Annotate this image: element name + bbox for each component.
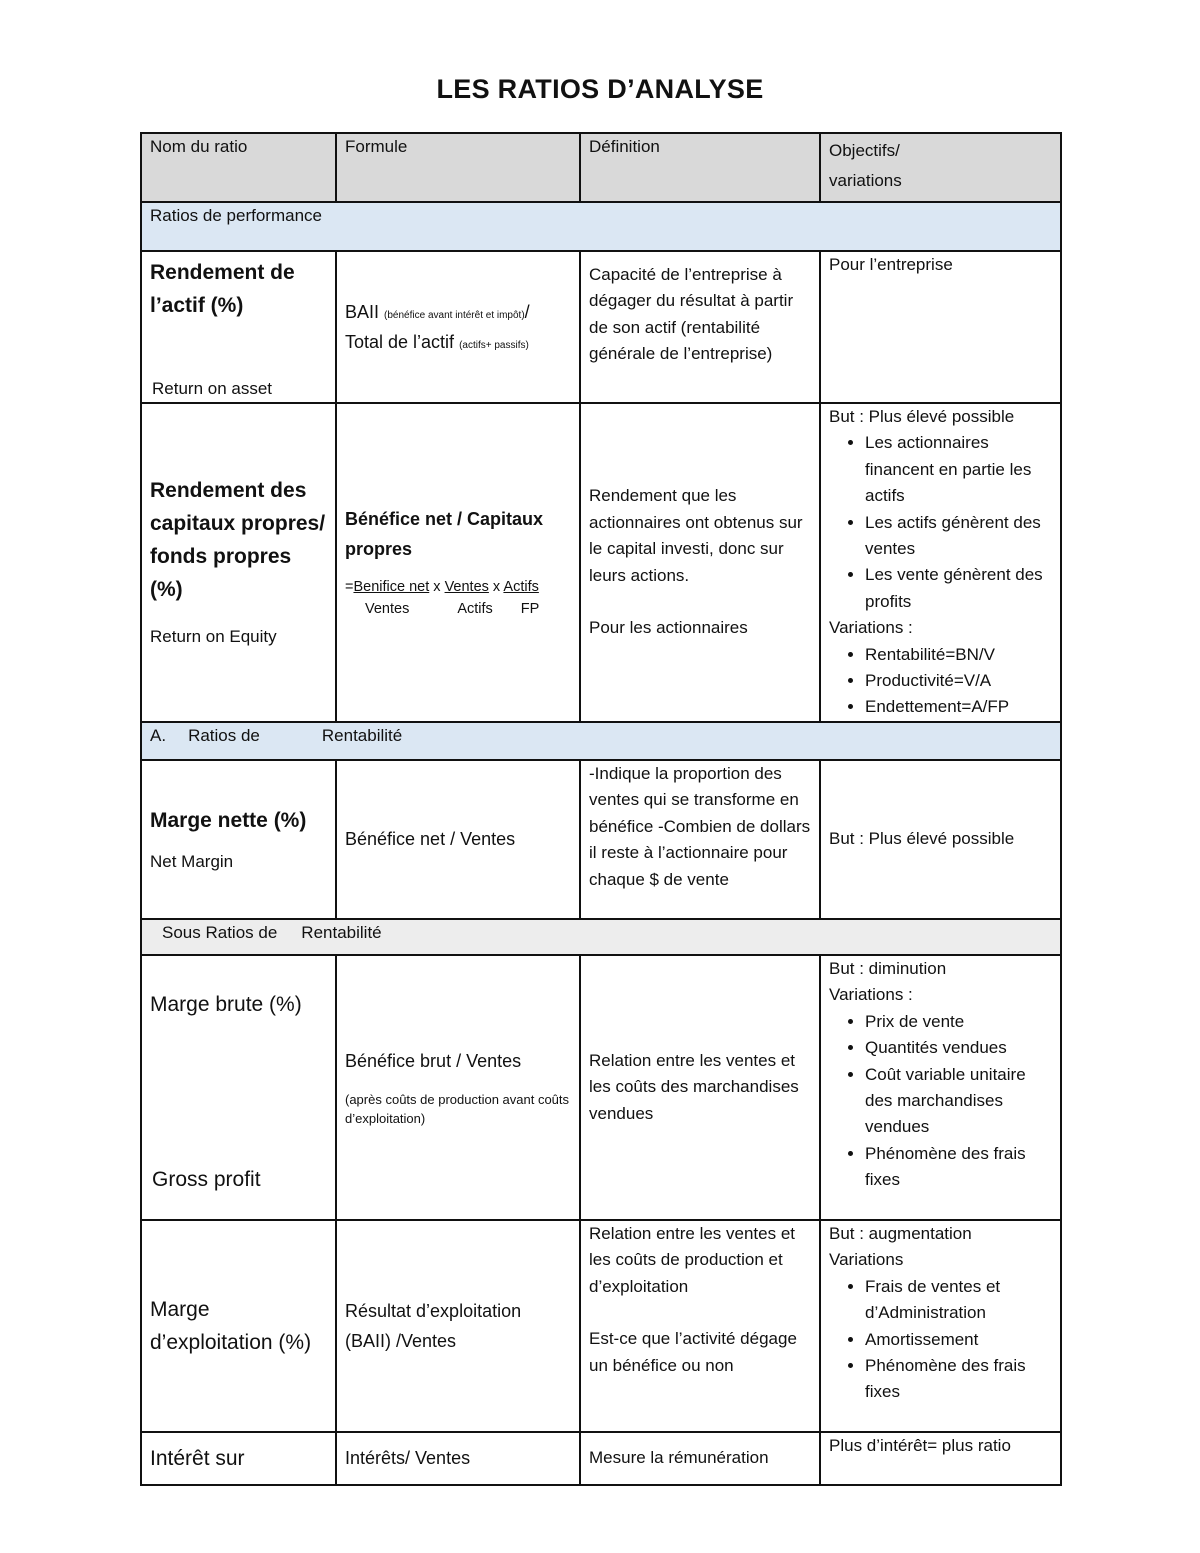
ratio-name: Intérêt sur [150,1446,245,1470]
formula: Bénéfice brut / Ventes [345,1051,522,1072]
cell-formula [336,955,580,1220]
ratio-english: Net Margin [150,851,234,871]
section-label-b: Rentabilité [321,725,403,745]
table-row [141,251,1061,403]
list-item: • Prix de vente [865,1009,1052,1035]
definition: Relation entre les ventes et les coûts de production et d’exploitation [589,1223,796,1296]
ratio-english: Return on asset [152,378,273,398]
list-item: • Amortissement [865,1327,1052,1353]
section-label-b: Rentabilité [301,922,382,942]
header-definition: Définition [580,133,820,202]
cell-objectives [820,403,1061,722]
variations-label: Variations : [829,985,913,1005]
definition: Mesure la rémunération [589,1448,769,1468]
section-label-a: Ratios de [188,725,260,745]
formula-denominators [345,598,571,620]
variations-label: Variations [829,1250,904,1270]
definition: Rendement que les actionnaires ont obtenus sur le capital investi, donc sur leurs actions. [589,486,803,585]
formula: Bénéfice net / Capitaux propres [345,509,544,560]
decomp-times: x [429,579,445,596]
cell-objectives [820,955,1061,1220]
decomp-numerator: Ventes [444,579,489,596]
list-item: • Phénomène des frais fixes [865,1141,1052,1194]
list-item: • Phénomène des frais fixes [865,1353,1052,1406]
cell-definition [580,251,820,403]
cell-definition [580,955,820,1220]
formula-numerator: BAII [345,302,380,322]
ratio-name: Rendement des capitaux propres/ fonds propres (%) [150,479,326,602]
decomp-equals: = [345,579,354,596]
section-letter: A. [150,725,167,745]
cell-name [141,955,336,1220]
cell-name [141,1432,336,1485]
decomp-times: x [488,579,504,596]
formula-denominator: Total de l’actif [345,332,455,352]
table-row [141,760,1061,919]
definition: Relation entre les ventes et les coûts des marchandises vendues [589,1050,799,1123]
formula [345,297,571,357]
table-row [141,403,1061,722]
cell-objectives [820,760,1061,919]
definition-question: Est-ce que l’activité dégage un bénéfice ou non [589,1329,797,1375]
ratios-table [140,132,1062,1486]
section-rentabilite [141,722,1061,760]
list-item: • Quantités vendues [865,1035,1052,1061]
objectives-goal: But : diminution [829,958,947,978]
table-row [141,1220,1061,1432]
formula-decomposition [345,576,571,598]
ratio-name: Marge brute (%) [150,992,302,1016]
formula-slash: / [524,302,530,322]
objectives-goal: But : Plus élevé possible [829,407,1015,426]
objectives: Pour l’entreprise [829,255,953,274]
formula: Résultat d’exploitation (BAII) /Ventes [345,1300,522,1351]
cell-objectives [820,1220,1061,1432]
variations-list [829,1009,1052,1194]
cell-definition [580,760,820,919]
ratio-english: Return on Equity [150,627,277,647]
objectives: Plus d’intérêt= plus ratio [829,1435,1011,1455]
header-objectifs-line1: Objectifs/ [829,141,900,160]
variations-list [829,1274,1052,1406]
section-performance-row [141,202,1061,251]
cell-definition [580,403,820,722]
cell-formula [336,251,580,403]
formula: Bénéfice net / Ventes [345,829,516,850]
section-sous-ratios-row [141,919,1061,955]
ratio-english: Gross profit [152,1167,261,1191]
ratio-name: Marge nette (%) [150,808,307,832]
section-rentabilite-row [141,722,1061,760]
list-item: • Les vente génèrent des profits [865,562,1052,615]
cell-formula [336,1432,580,1485]
header-nom: Nom du ratio [141,133,336,202]
variations-list [829,642,1052,721]
section-sous-ratios [141,919,1061,955]
section-performance: Ratios de performance [141,202,1061,251]
objectives-list [829,430,1052,615]
formula-note: (après coûts de production avant coûts d’exploitation) [345,1092,570,1127]
header-row [141,133,1061,202]
table-row [141,955,1061,1220]
ratio-name: Marge d’exploitation (%) [150,1297,312,1354]
header-objectifs [820,133,1061,202]
decomp-denominator: Actifs [457,601,493,618]
cell-definition [580,1432,820,1485]
cell-objectives [820,251,1061,403]
formula: Intérêts/ Ventes [345,1448,471,1469]
objectives-goal: But : augmentation [829,1223,972,1243]
formula-note: (actifs+ passifs) [459,340,529,351]
variations-label: Variations : [829,618,913,638]
definition-audience: Pour les actionnaires [589,618,748,638]
list-item: • Productivité=V/A [865,668,1052,694]
ratio-name: Rendement de l’actif (%) [150,261,295,317]
cell-formula [336,403,580,722]
cell-name [141,1220,336,1432]
cell-name [141,403,336,722]
cell-name [141,760,336,919]
objectives: But : Plus élevé possible [829,829,1015,849]
decomp-denominator: Ventes [365,601,410,618]
list-item: • Endettement=A/FP [865,694,1052,720]
header-objectifs-line2: variations [829,171,902,190]
list-item: • Les actionnaires financent en partie les actifs [865,430,1052,509]
decomp-numerator: Benifice net [353,579,430,596]
cell-objectives [820,1432,1061,1485]
list-item: • Frais de ventes et d’Administration [865,1274,1052,1327]
decomp-numerator: Actifs [503,579,539,596]
page-title: LES RATIOS D’ANALYSE [436,74,764,104]
cell-formula [336,1220,580,1432]
list-item: • Rentabilité=BN/V [865,642,1052,668]
cell-formula [336,760,580,919]
definition: Capacité de l’entreprise à dégager du résultat à partir de son actif (rentabilité générale de l’entreprise) [589,265,794,364]
formula-note: (bénéfice avant intérêt et impôt) [384,310,525,321]
cell-definition [580,1220,820,1432]
definition: -Indique la proportion des ventes qui se transforme en bénéfice -Combien de dollars il reste à l’actionnaire pour chaque $ de vente [589,763,811,889]
cell-name [141,251,336,403]
decomp-denominator: FP [520,601,540,618]
list-item: • Les actifs génèrent des ventes [865,510,1052,563]
header-formule: Formule [336,133,580,202]
section-label-a: Sous Ratios de [162,922,278,942]
list-item: • Coût variable unitaire des marchandises vendues [865,1062,1052,1141]
table-row [141,1432,1061,1485]
